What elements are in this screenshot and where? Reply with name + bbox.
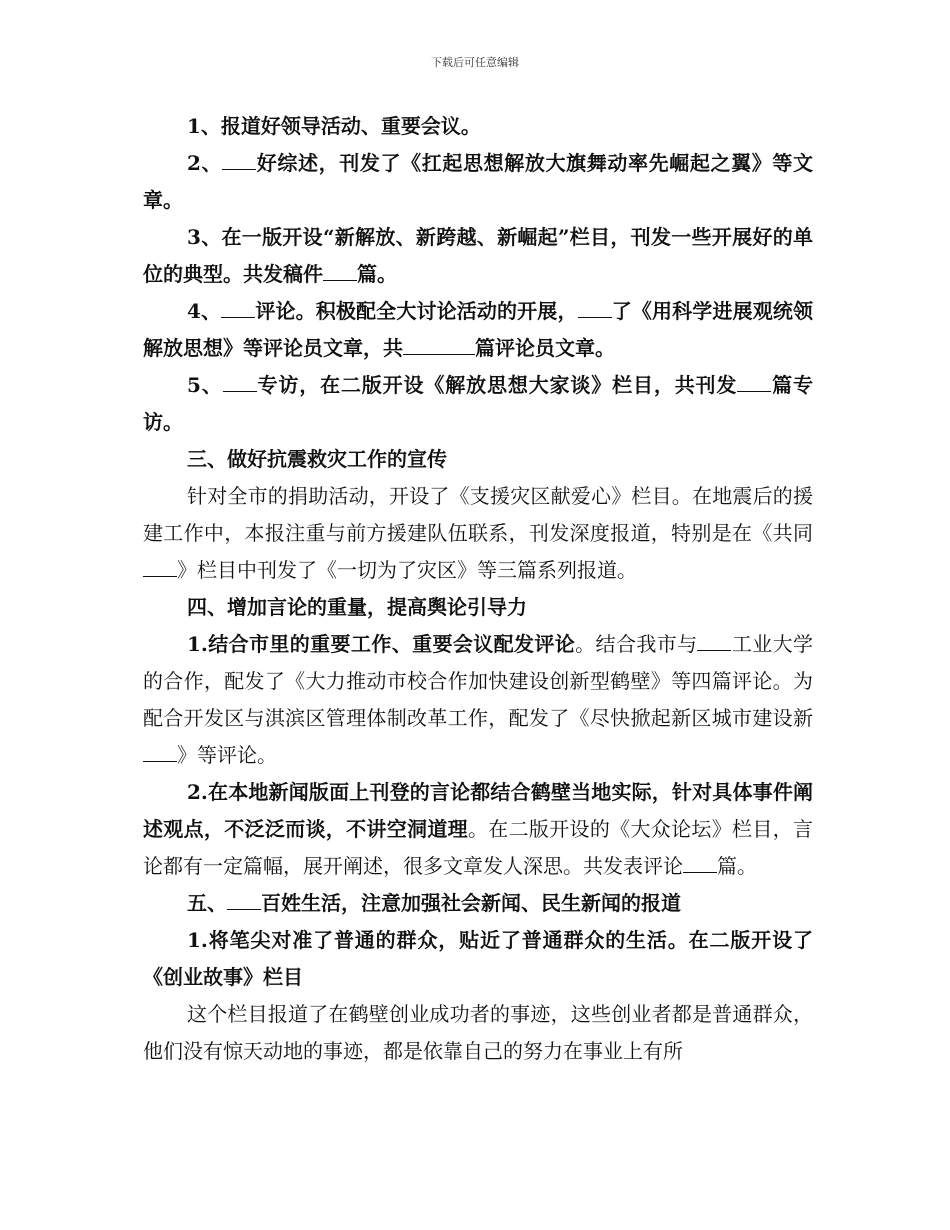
- item-4: [143, 293, 813, 367]
- blank: [683, 853, 717, 873]
- section-5-p1-lead: 1.将笔尖对准了普通的群众，贴近了普通群众的生活。在二版开设了《创业故事》栏目: [143, 928, 813, 989]
- section-4-p2-text-b: 篇。: [717, 854, 757, 878]
- section-5-p2-text: 这个栏目报道了在鹤壁创业成功者的事迹，这些创业者都是普通群众，他们没有惊天动地的事迹，都是依靠自己的努力在事业上有所: [143, 1002, 813, 1063]
- section-4-p1-text-b: 工业大学的合作，配发了《大力推动市校合作加快建设创新型鹤壁》等四篇评论。为配合开发区与淇滨区管理体制改革工作，配发了《尽快掀起新区城市建设新: [143, 632, 814, 730]
- section-5-heading-prefix: 五、: [187, 891, 227, 915]
- blank: [143, 742, 177, 762]
- page-header: 下载后可任意编辑: [431, 56, 519, 69]
- item-2: [143, 145, 813, 219]
- section-4-p2-lead: 2.在本地新闻版面上刊登的言论都结合鹤壁当地实际，针对具体事件阐述观点，不泛泛而谈，不讲空洞道理: [143, 780, 813, 841]
- blank: [697, 631, 731, 651]
- section-4-heading: [143, 589, 813, 626]
- item-2-prefix: 2、: [187, 151, 223, 175]
- section-3-text-b: 》栏目中刊发了《一切为了灾区》等三篇系列报道。: [177, 558, 637, 582]
- document-body: [143, 108, 813, 1070]
- section-5-paragraph-1: [143, 922, 813, 996]
- section-4-paragraph-2: [143, 774, 813, 885]
- item-1: [143, 108, 813, 145]
- blank: [221, 298, 255, 318]
- section-4-p1-text-c: 》等评论。: [177, 743, 277, 767]
- item-4-text-a: 评论。积极配全大讨论活动的开展，: [255, 299, 578, 323]
- blank: [222, 150, 256, 170]
- item-4-prefix: 4、: [187, 299, 222, 323]
- blank: [737, 372, 771, 392]
- blank: [578, 298, 612, 318]
- blank: [143, 557, 177, 577]
- item-5-text: 专访，在二版开设《解放思想大家谈》栏目，共刊发: [256, 373, 738, 397]
- item-4-suffix: 篇评论员文章。: [475, 336, 615, 360]
- section-4-p1-lead: 1.结合市里的重要工作、重要会议配发评论: [187, 632, 576, 656]
- item-4-text-b: 了《用科学进展观统领解放思想》等评论员文章，共: [143, 299, 813, 360]
- item-3: [143, 219, 813, 293]
- item-3-text: 3、在一版开设“新解放、新跨越、新崛起”栏目，刊发一些开展好的单位的典型。共发稿件: [143, 225, 813, 286]
- section-3-paragraph: [143, 478, 813, 589]
- section-5-heading-text: 百姓生活，注意加强社会新闻、民生新闻的报道: [261, 891, 681, 915]
- blank: [403, 335, 475, 355]
- item-3-suffix: 篇。: [357, 262, 397, 286]
- section-3-heading: [143, 441, 813, 478]
- section-5-paragraph-2: [143, 996, 813, 1070]
- section-4-heading-text: 四、增加言论的重量，提高舆论引导力: [187, 595, 527, 619]
- item-5-suffix: 篇专访。: [143, 373, 814, 434]
- section-4-paragraph-1: [143, 626, 813, 774]
- item-5: [143, 367, 813, 441]
- section-3-text-a: 针对全市的捐助活动，开设了《支援灾区献爱心》栏目。在地震后的援建工作中，本报注重与前方援建队伍联系，刊发深度报道，特别是在《共同: [143, 484, 813, 545]
- section-5-heading: [143, 885, 813, 922]
- section-3-heading-text: 三、做好抗震救灾工作的宣传: [187, 447, 447, 471]
- item-2-text: 好综述，刊发了《扛起思想解放大旗舞动率先崛起之翼》等文章。: [143, 151, 814, 212]
- item-5-prefix: 5、: [187, 373, 223, 397]
- item-1-text: 1、报道好领导活动、重要会议。: [187, 114, 481, 138]
- blank: [223, 372, 257, 392]
- blank: [323, 261, 357, 281]
- section-4-p1-text-a: 。结合我市与: [575, 632, 698, 656]
- blank: [227, 890, 261, 910]
- section-4-p2-text-a: 。在二版开设的《大众论坛》栏目，言论都有一定篇幅，展开阐述，很多文章发人深思。共发表评论: [143, 817, 813, 878]
